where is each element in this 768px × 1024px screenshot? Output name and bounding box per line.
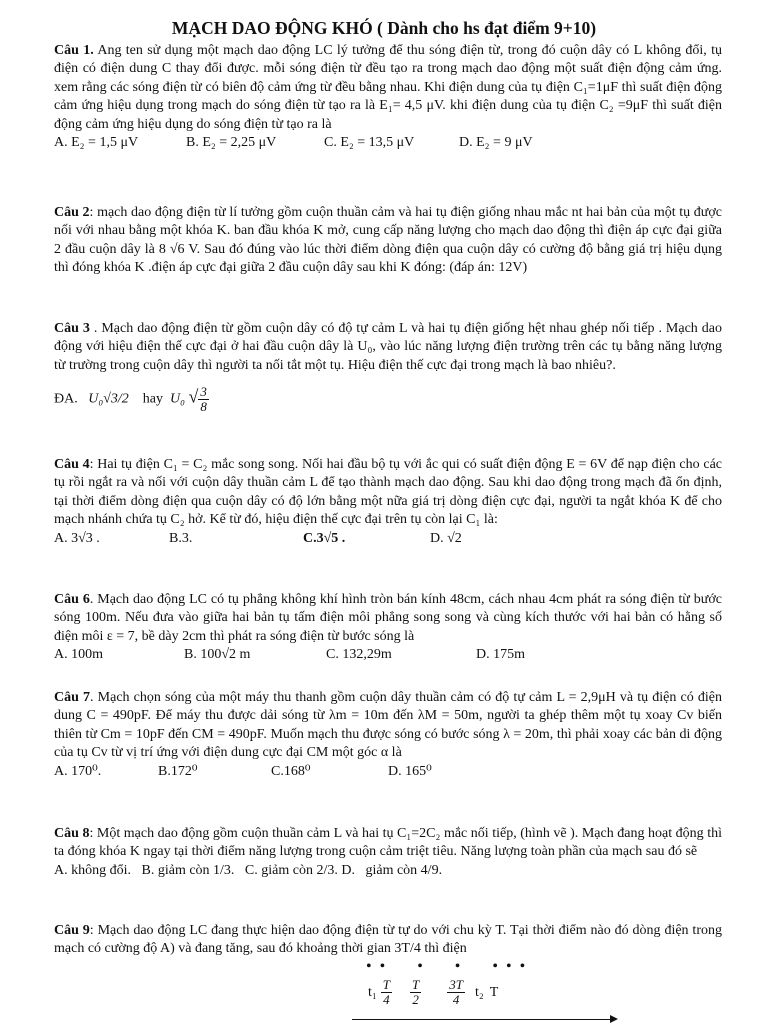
question-7-text: . Mạch chọn sóng của một máy thu thanh gồm cuộn dây thuần cảm có độ tự cảm L = 2,9μH và tụ điện có điện dung C = 490pF. Để máy thu được dải sóng từ λm = 10m đến λM = 50m, người ta ghép thêm một tụ xoay Cv biến thiên từ Cm = 10pF đến CM = 490pF. Muốn mạch thu được sóng có bước sóng λ = 20m, thì phải xoay các bản di động của tụ Cv từ vị trí ứng với điện dung cực đại CM một góc α là — [54, 690, 722, 761]
answer-1: U₀√3/2 — [88, 391, 129, 407]
fraction-t-2: $\frac{T}{2}$ — [412, 977, 420, 1007]
question-6-label: Câu 6 — [54, 592, 90, 607]
t1-label: t₁ — [368, 984, 377, 1000]
question-4 — [54, 456, 722, 548]
question-3 — [54, 320, 722, 414]
question-7 — [54, 689, 722, 781]
q1-option-c: C. E₂ = 13,5 μV — [324, 135, 415, 151]
q6-option-a: A. 100m — [54, 647, 103, 663]
question-4-label: Câu 4 — [54, 457, 90, 472]
q4-option-a: A. 3√3 . — [54, 530, 100, 546]
q1-option-b: B. E₂ = 2,25 μV — [186, 135, 277, 151]
question-8-text: : Một mạch dao động gồm cuộn thuần cảm L và hai tụ C₁=2C₂ mắc nối tiếp, (hình vẽ ). Mạch đang hoạt động thì ta đóng khóa K ngay tại thời điểm năng lượng trong cuộn cảm triệt tiêu. Năng lượng toàn phần của mạch sau đó sẽ — [54, 826, 722, 860]
t2-label: t₂ — [474, 984, 484, 1000]
question-7-label: Câu 7 — [54, 690, 91, 705]
page-title: MẠCH DAO ĐỘNG KHÓ ( Dành cho hs đạt điểm 9+10) — [171, 18, 597, 38]
question-8 — [54, 825, 722, 880]
q4-option-c: C.3√5 . — [303, 530, 346, 546]
question-4-text: : Hai tụ điện C₁ = C₂ mắc song song. Nối hai đầu bộ tụ với ắc qui có suất điện động E = 6V để nạp điện cho các tụ rồi ngắt ra và nối với cuộn dây thuần cảm L để tạo thành mạch dao động. Sau khi dao động trong mạch đã ổn định, tại thời điểm dòng điện qua cuộn dây có độ lớn bằng một nữa giá trị dòng điện cực đại, người ta ngắt khóa K để cho mạch nhánh chứa tụ C₂ hở. Kể từ đó, hiệu điện thế cực đại trên tụ còn lại C₁ là: — [54, 457, 722, 528]
q1-option-d: D. E₂ = 9 μV — [459, 135, 533, 151]
question-9 — [54, 922, 722, 959]
question-2-text: : mạch dao động điện từ lí tưởng gồm cuộn thuần cảm và hai tụ điện giống nhau mắc nt hai bản của một tụ được nối với nhau bằng một khóa K. ban đầu khóa K mở, cung cấp năng lượng cho mạch dao động thì điện áp cực đại giữa 2 đầu cuộn dây là 8 √6 V. Sau đó đúng vào lúc thời điểm dòng điện qua cuộn dây có cường độ bằng giá trị hiệu dụng thì đóng khóa K .điện áp cực đại giữa 2 đầu cuộn dây sau khi K đóng: (đáp án: 12V) — [54, 205, 722, 276]
timeline-labels — [368, 978, 498, 1007]
q6-option-d: D. 175m — [476, 647, 525, 663]
question-2-label: Câu 2 — [54, 205, 90, 220]
question-7-options — [54, 763, 722, 781]
fraction-3t-4: $\frac{3T}{4}$ — [449, 977, 463, 1007]
fraction-t-4: $\frac{T}{4}$ — [382, 977, 391, 1007]
period-label: T — [489, 984, 499, 1000]
timeline-arrow-icon — [610, 1015, 618, 1023]
question-8-options: A. không đổi. B. giảm còn 1/3. C. giảm còn 2/3. D. giảm còn 4/9. — [54, 862, 443, 878]
question-4-options — [54, 530, 722, 548]
q4-option-b: B.3. — [169, 530, 193, 546]
question-3-label: Câu 3 — [54, 321, 90, 336]
q4-option-d: D. √2 — [430, 530, 462, 546]
question-6 — [54, 591, 722, 665]
question-1-options — [54, 134, 722, 152]
question-1-text: Ang ten sử dụng một mạch dao động LC lý tưởng để thu sóng điện từ, trong đó cuộn dây có L không đổi, tụ điện có điện dung C thay đổi được. mỗi sóng điện từ đều tạo ra trong mạch dao động một suất điện động cảm ứng. xem rằng các sóng điện từ có biên độ cảm ứng từ đều bằng nhau. Khi điện dung của tụ điện C₁=1μF thì suất điện động cảm ứng hiệu dụng trong mạch do sóng điện từ tạo ra là E₁= 4,5 μV. khi điện dung của tụ điện C₂ =9μF thì suất điện động cảm ứng hiệu dụng do sóng điện từ tạo ra là — [54, 43, 722, 132]
answer-2-lead: U₀ — [170, 391, 185, 407]
q7-option-a: A. 170⁰. — [54, 763, 102, 779]
answer-prefix: ĐA. — [54, 391, 78, 407]
q6-option-b: B. 100√2 m — [184, 647, 251, 663]
q1-option-a: A. E₂ = 1,5 μV — [54, 135, 139, 151]
question-8-label: Câu 8 — [54, 826, 90, 841]
timeline-axis — [352, 1019, 614, 1020]
question-1-label: Câu 1. — [54, 43, 94, 58]
question-9-text: : Mạch dao động LC đang thực hiện dao động điện từ tự do với chu kỳ T. Tại thời điểm nào đó dòng điện trong mạch có cường độ A) và đang tăng, sau đó khoảng thời gian 3T/4 thì điện — [54, 923, 722, 957]
timeline-dots: • • • • • • • — [366, 958, 528, 975]
q7-option-c: C.168⁰ — [271, 763, 311, 779]
question-6-options — [54, 646, 722, 664]
answer-2-fraction: $\frac{3}{8}$ — [200, 384, 207, 415]
question-2 — [54, 204, 722, 278]
question-1 — [54, 42, 722, 152]
question-9-label: Câu 9 — [54, 923, 90, 938]
answer-mid: hay — [142, 391, 164, 407]
question-6-text: . Mạch dao động LC có tụ phẳng không khí hình tròn bán kính 48cm, cách nhau 4cm phát ra sóng điện từ bước sóng 100m. Nếu đưa vào giữa hai bản tụ tấm điện môi phẳng song song và cùng kích thước với hai bản có hằng số điện môi ε = 7, bề dày 2cm thì phát ra sóng điện từ bước sóng là — [54, 592, 722, 644]
question-3-answer: ĐA. U₀√3/2 hay U₀ √ $\frac{3}{8}$ — [54, 384, 207, 415]
q7-option-d: D. 165⁰ — [388, 763, 432, 779]
q7-option-b: B.172⁰ — [158, 763, 198, 779]
question-3-text: . Mạch dao động điện từ gồm cuộn dây có độ tự cảm L và hai tụ điện giống hệt nhau ghép nối tiếp . Mạch dao động với hiệu điện thế cực đại ở hai đầu cuộn dây là U₀, vào lúc năng lượng điện trường trên các tụ bằng năng lượng từ trường trong cuộn dây thì người ta nối tắt một tụ. Hiệu điện thế cực đại trong mạch là bao nhiêu?. — [54, 321, 722, 373]
q6-option-c: C. 132,29m — [326, 647, 392, 663]
